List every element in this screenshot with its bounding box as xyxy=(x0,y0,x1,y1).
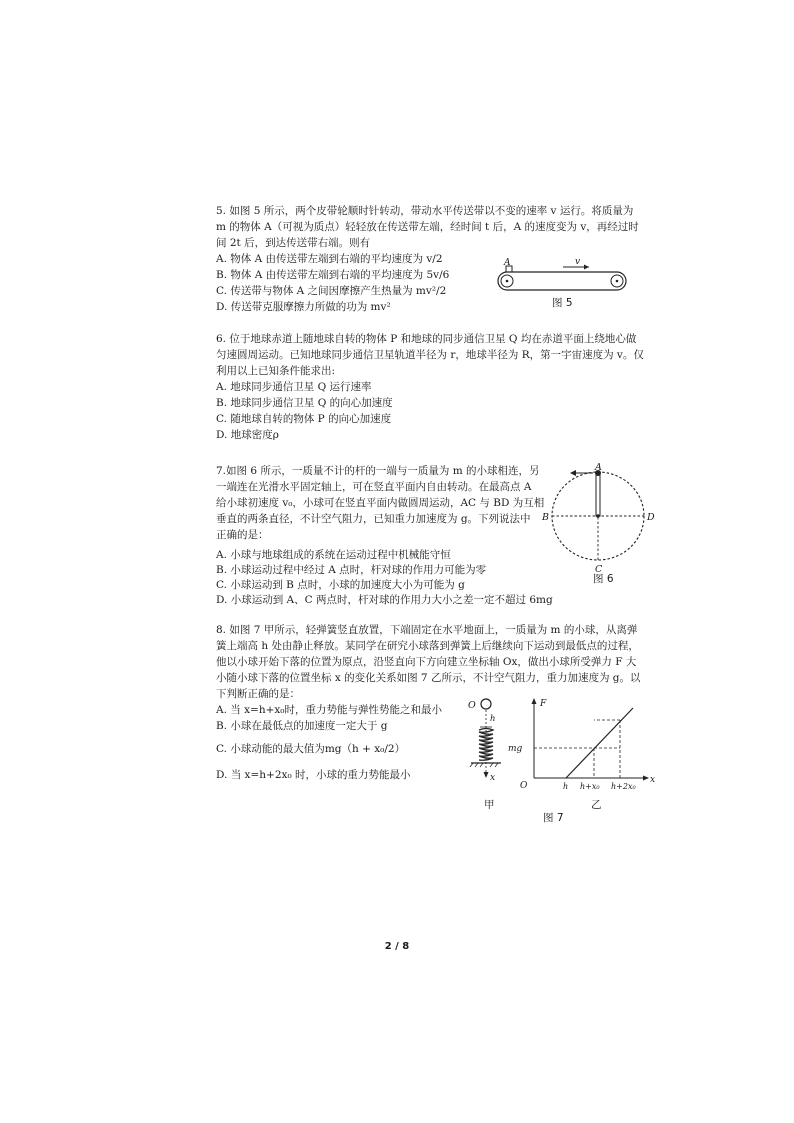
q8-stem-line-5: 下判断正确的是： xyxy=(216,688,300,700)
spring-coil xyxy=(479,729,493,761)
rod xyxy=(596,474,600,516)
figure-5-caption: 图 5 xyxy=(552,297,573,309)
tick-h-2x0: h+2x₀ xyxy=(611,782,636,791)
figure-7-spring xyxy=(462,694,512,789)
tick-h-x0: h+x₀ xyxy=(580,782,600,791)
right-pulley-axle xyxy=(616,280,619,283)
q7-stem-line-1: 7.如图 6 所示，一质量不计的杆的一端与一质量为 m 的小球相连，另 xyxy=(216,465,540,477)
point-b-label: B xyxy=(542,512,549,523)
question-7 xyxy=(216,463,571,543)
q8-option-b: B. 小球在最低点的加速度一定大于 g xyxy=(216,720,388,732)
point-d-label: D xyxy=(647,512,655,523)
graph-y-axis-head xyxy=(532,698,537,704)
q5-stem-line-2: m 的物体 A（可视为质点）轻轻放在传送带左端，经时间 t 后，A 的速度变为 v，再经过时 xyxy=(216,221,639,233)
point-a-label: A xyxy=(595,462,602,473)
initial-velocity-arrow-head xyxy=(570,470,576,476)
ball-icon xyxy=(481,699,491,709)
graph-f-label: F xyxy=(540,699,547,709)
axle-point xyxy=(596,514,600,518)
q8-stem-line-4: 小随小球下落的位置坐标 x 的变化关系如图 7 乙所示，不计空气阻力，重力加速度为 g。以 xyxy=(216,672,641,684)
origin-label-left: O xyxy=(468,700,476,711)
height-label: h xyxy=(490,714,496,724)
point-c-label: C xyxy=(595,564,603,575)
q8-option-a: A. 当 x=h+x₀时，重力势能与弹性势能之和最小 xyxy=(216,704,443,716)
left-pulley-axle xyxy=(506,280,509,283)
block-a-label: A xyxy=(504,258,511,268)
q5-option-c: C. 传送带与物体 A 之间因摩擦产生热量为 mv²/2 xyxy=(216,285,447,297)
q8-stem-line-2: 簧上端高 h 处由静止释放。某同学在研究小球落到弹簧上后继续向下运动到最低点的过程， xyxy=(216,640,639,652)
figure-7-left-label: 甲 xyxy=(484,799,495,811)
q7-option-c: C. 小球运动到 B 点时，小球的加速度大小为可能为 g xyxy=(216,579,465,591)
mg-label: mg xyxy=(508,744,523,754)
q5-stem-line-3: 间 2t 后，到达传送带右端。则有 xyxy=(216,237,371,249)
figure-6-circle xyxy=(540,462,660,575)
tick-h: h xyxy=(563,782,569,791)
q7-stem-line-4: 垂直的两条直径，不计空气阻力，已知重力加速度为 g。下列说法中 xyxy=(216,513,531,525)
graph-x-label: x xyxy=(650,775,656,785)
question-8-option-c xyxy=(216,741,461,757)
q6-stem-line-3: 利用以上已知条件能求出: xyxy=(216,365,336,377)
x-axis-label-left: x xyxy=(490,773,496,783)
figure-7-right-label: 乙 xyxy=(591,799,602,811)
figure-6-caption: 图 6 xyxy=(593,573,614,585)
graph-x-axis-head xyxy=(643,776,649,781)
q6-option-a: A. 地球同步通信卫星 Q 运行速率 xyxy=(216,381,372,393)
figure-7-caption: 图 7 xyxy=(543,812,564,824)
velocity-label: v xyxy=(575,257,581,267)
q8-option-c: C. 小球动能的最大值为mg（h + x₀/2） xyxy=(216,743,406,755)
q7-stem-line-3: 给小球初速度 v₀，小球可在竖直平面内做圆周运动，AC 与 BD 为互相 xyxy=(216,497,545,509)
q6-option-c: C. 随地球自转的物体 P 的向心加速度 xyxy=(216,413,392,425)
question-8-option-d xyxy=(216,767,461,783)
graph-origin-label: O xyxy=(520,781,528,791)
question-7-options xyxy=(216,548,596,608)
q5-option-a: A. 物体 A 由传送带左端到右端的平均速度为 v/2 xyxy=(216,253,443,265)
question-8-option-b xyxy=(216,718,461,734)
q7-option-d: D. 小球运动到 A、C 两点时，杆对球的作用力大小之差一定不超过 6mg xyxy=(216,594,553,606)
x-axis-arrow-head xyxy=(484,772,489,778)
question-8-option-a xyxy=(216,702,461,718)
q6-stem-line-1: 6. 位于地球赤道上随地球自转的物体 P 和地球的同步通信卫星 Q 均在赤道平面上绕地心做 xyxy=(216,333,637,345)
q5-option-b: B. 物体 A 由传送带左端到右端的平均速度为 5v/6 xyxy=(216,269,450,281)
conveyor-belt xyxy=(498,272,626,290)
q8-stem-line-1: 8. 如图 7 甲所示，轻弹簧竖直放置，下端固定在水平地面上，一质量为 m 的小球，从离弹 xyxy=(216,624,638,636)
q7-option-a: A. 小球与地球组成的系统在运动过程中机械能守恒 xyxy=(216,549,451,561)
q8-option-d: D. 当 x=h+2x₀ 时，小球的重力势能最小 xyxy=(216,769,411,781)
page-number: 2 / 8 xyxy=(384,941,410,952)
question-6 xyxy=(216,331,656,443)
q7-stem-line-5: 正确的是： xyxy=(216,529,269,541)
q5-stem-line-1: 5. 如图 5 所示，两个皮带轮顺时针转动，带动水平传送带以不变的速率 v 运行。将质量为 xyxy=(216,205,634,217)
q6-option-d: D. 地球密度ρ xyxy=(216,429,279,441)
figure-7-graph xyxy=(508,696,657,796)
q7-stem-line-2: 一端连在光滑水平固定轴上，可在竖直平面内自由转动。在最高点 A xyxy=(216,481,532,493)
velocity-arrow-head xyxy=(584,265,589,270)
q5-option-d: D. 传送带克服摩擦力所做的功为 mv² xyxy=(216,301,391,313)
q7-option-b: B. 小球运动过程中经过 A 点时，杆对球的作用力可能为零 xyxy=(216,564,487,576)
q6-option-b: B. 地球同步通信卫星 Q 的向心加速度 xyxy=(216,397,393,409)
q8-stem-line-3: 他以小球开始下落的位置为原点，沿竖直向下方向建立坐标轴 Ox，做出小球所受弹力 F 大 xyxy=(216,656,637,668)
question-8 xyxy=(216,622,656,702)
force-line xyxy=(566,708,633,778)
q6-stem-line-2: 匀速圆周运动。已知地球同步通信卫星轨道半径为 r，地球半径为 R，第一宇宙速度为 v。仅 xyxy=(216,349,644,361)
